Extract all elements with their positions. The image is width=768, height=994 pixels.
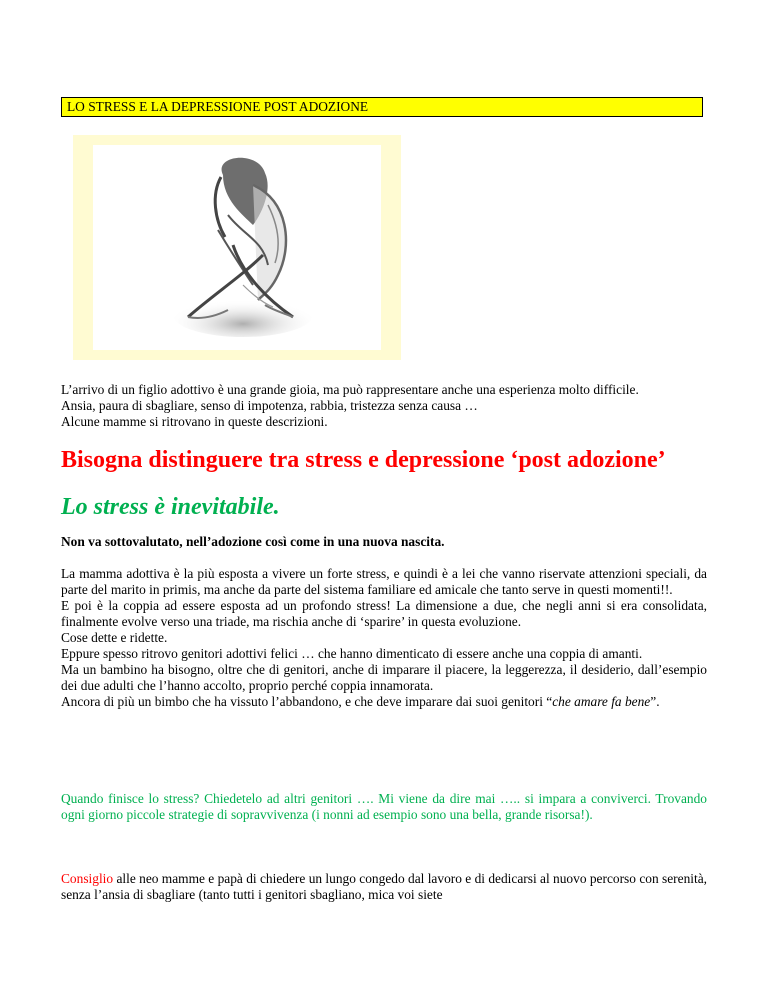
intro-block xyxy=(61,382,707,430)
crouching-figure-icon xyxy=(93,145,381,350)
intro-line-1: L’arrivo di un figlio adottivo è una grande gioia, ma può rappresentare anche una esperienza molto difficile. xyxy=(61,382,639,397)
advice-paragraph xyxy=(61,871,707,903)
paragraph-5: Ma un bambino ha bisogno, oltre che di genitori, anche di imparare il piacere, la leggerezza, il desiderio, dall’esempio dei due adulti che l’hanno accolto, proprio perché coppia innamorata. xyxy=(61,662,707,693)
advice-text: alle neo mamme e papà di chiedere un lungo congedo dal lavoro e di dedicarsi al nuovo percorso con serenità, senza l’ansia di sbagliare (tanto tutti i genitori sbagliano, mica voi siete xyxy=(61,871,707,902)
main-heading: Bisogna distinguere tra stress e depressione ‘post adozione’ xyxy=(61,447,666,473)
body-paragraphs xyxy=(61,566,707,710)
paragraph-6 xyxy=(61,694,707,710)
advice-label: Consiglio xyxy=(61,871,114,886)
paragraph-4: Eppure spesso ritrovo genitori adottivi felici … che hanno dimenticato di essere anche una coppia di amanti. xyxy=(61,646,643,661)
paragraph-1: La mamma adottiva è la più esposta a vivere un forte stress, e quindi è a lei che vanno riservate attenzioni speciali, da parte del marito in primis, ma anche da parte del sistema familiare ed amicale che tanto serve in questi momenti!!. xyxy=(61,566,707,597)
paragraph-6-start: Ancora di più un bimbo che ha vissuto l’abbandono, e che deve imparare dai suoi genitori “ xyxy=(61,694,553,709)
sub-heading: Lo stress è inevitabile. xyxy=(61,494,280,520)
green-paragraph: Quando finisce lo stress? Chiedetelo ad altri genitori …. Mi viene da dire mai ….. si impara a conviverci. Trovando ogni giorno piccole strategie di sopravvivenza (i nonni ad esempio sono una bella, grande risorsa!). xyxy=(61,791,707,822)
intro-line-2: Ansia, paura di sbagliare, senso di impotenza, rabbia, tristezza senza causa … xyxy=(61,398,478,413)
page-title: LO STRESS E LA DEPRESSIONE POST ADOZIONE xyxy=(61,97,703,117)
paragraph-3: Cose dette e ridette. xyxy=(61,630,168,645)
paragraph-6-end: ”. xyxy=(650,694,660,709)
bold-statement: Non va sottovalutato, nell’adozione così come in una nuova nascita. xyxy=(61,534,445,549)
illustration-frame xyxy=(73,135,401,360)
paragraph-2: E poi è la coppia ad essere esposta ad un profondo stress! La dimensione a due, che negli anni si era consolidata, finalmente evolve verso una triade, ma rischia anche di ‘sparire’ in questa evoluzione. xyxy=(61,598,707,629)
intro-line-3: Alcune mamme si ritrovano in queste descrizioni. xyxy=(61,414,328,429)
paragraph-6-italic: che amare fa bene xyxy=(552,694,651,709)
